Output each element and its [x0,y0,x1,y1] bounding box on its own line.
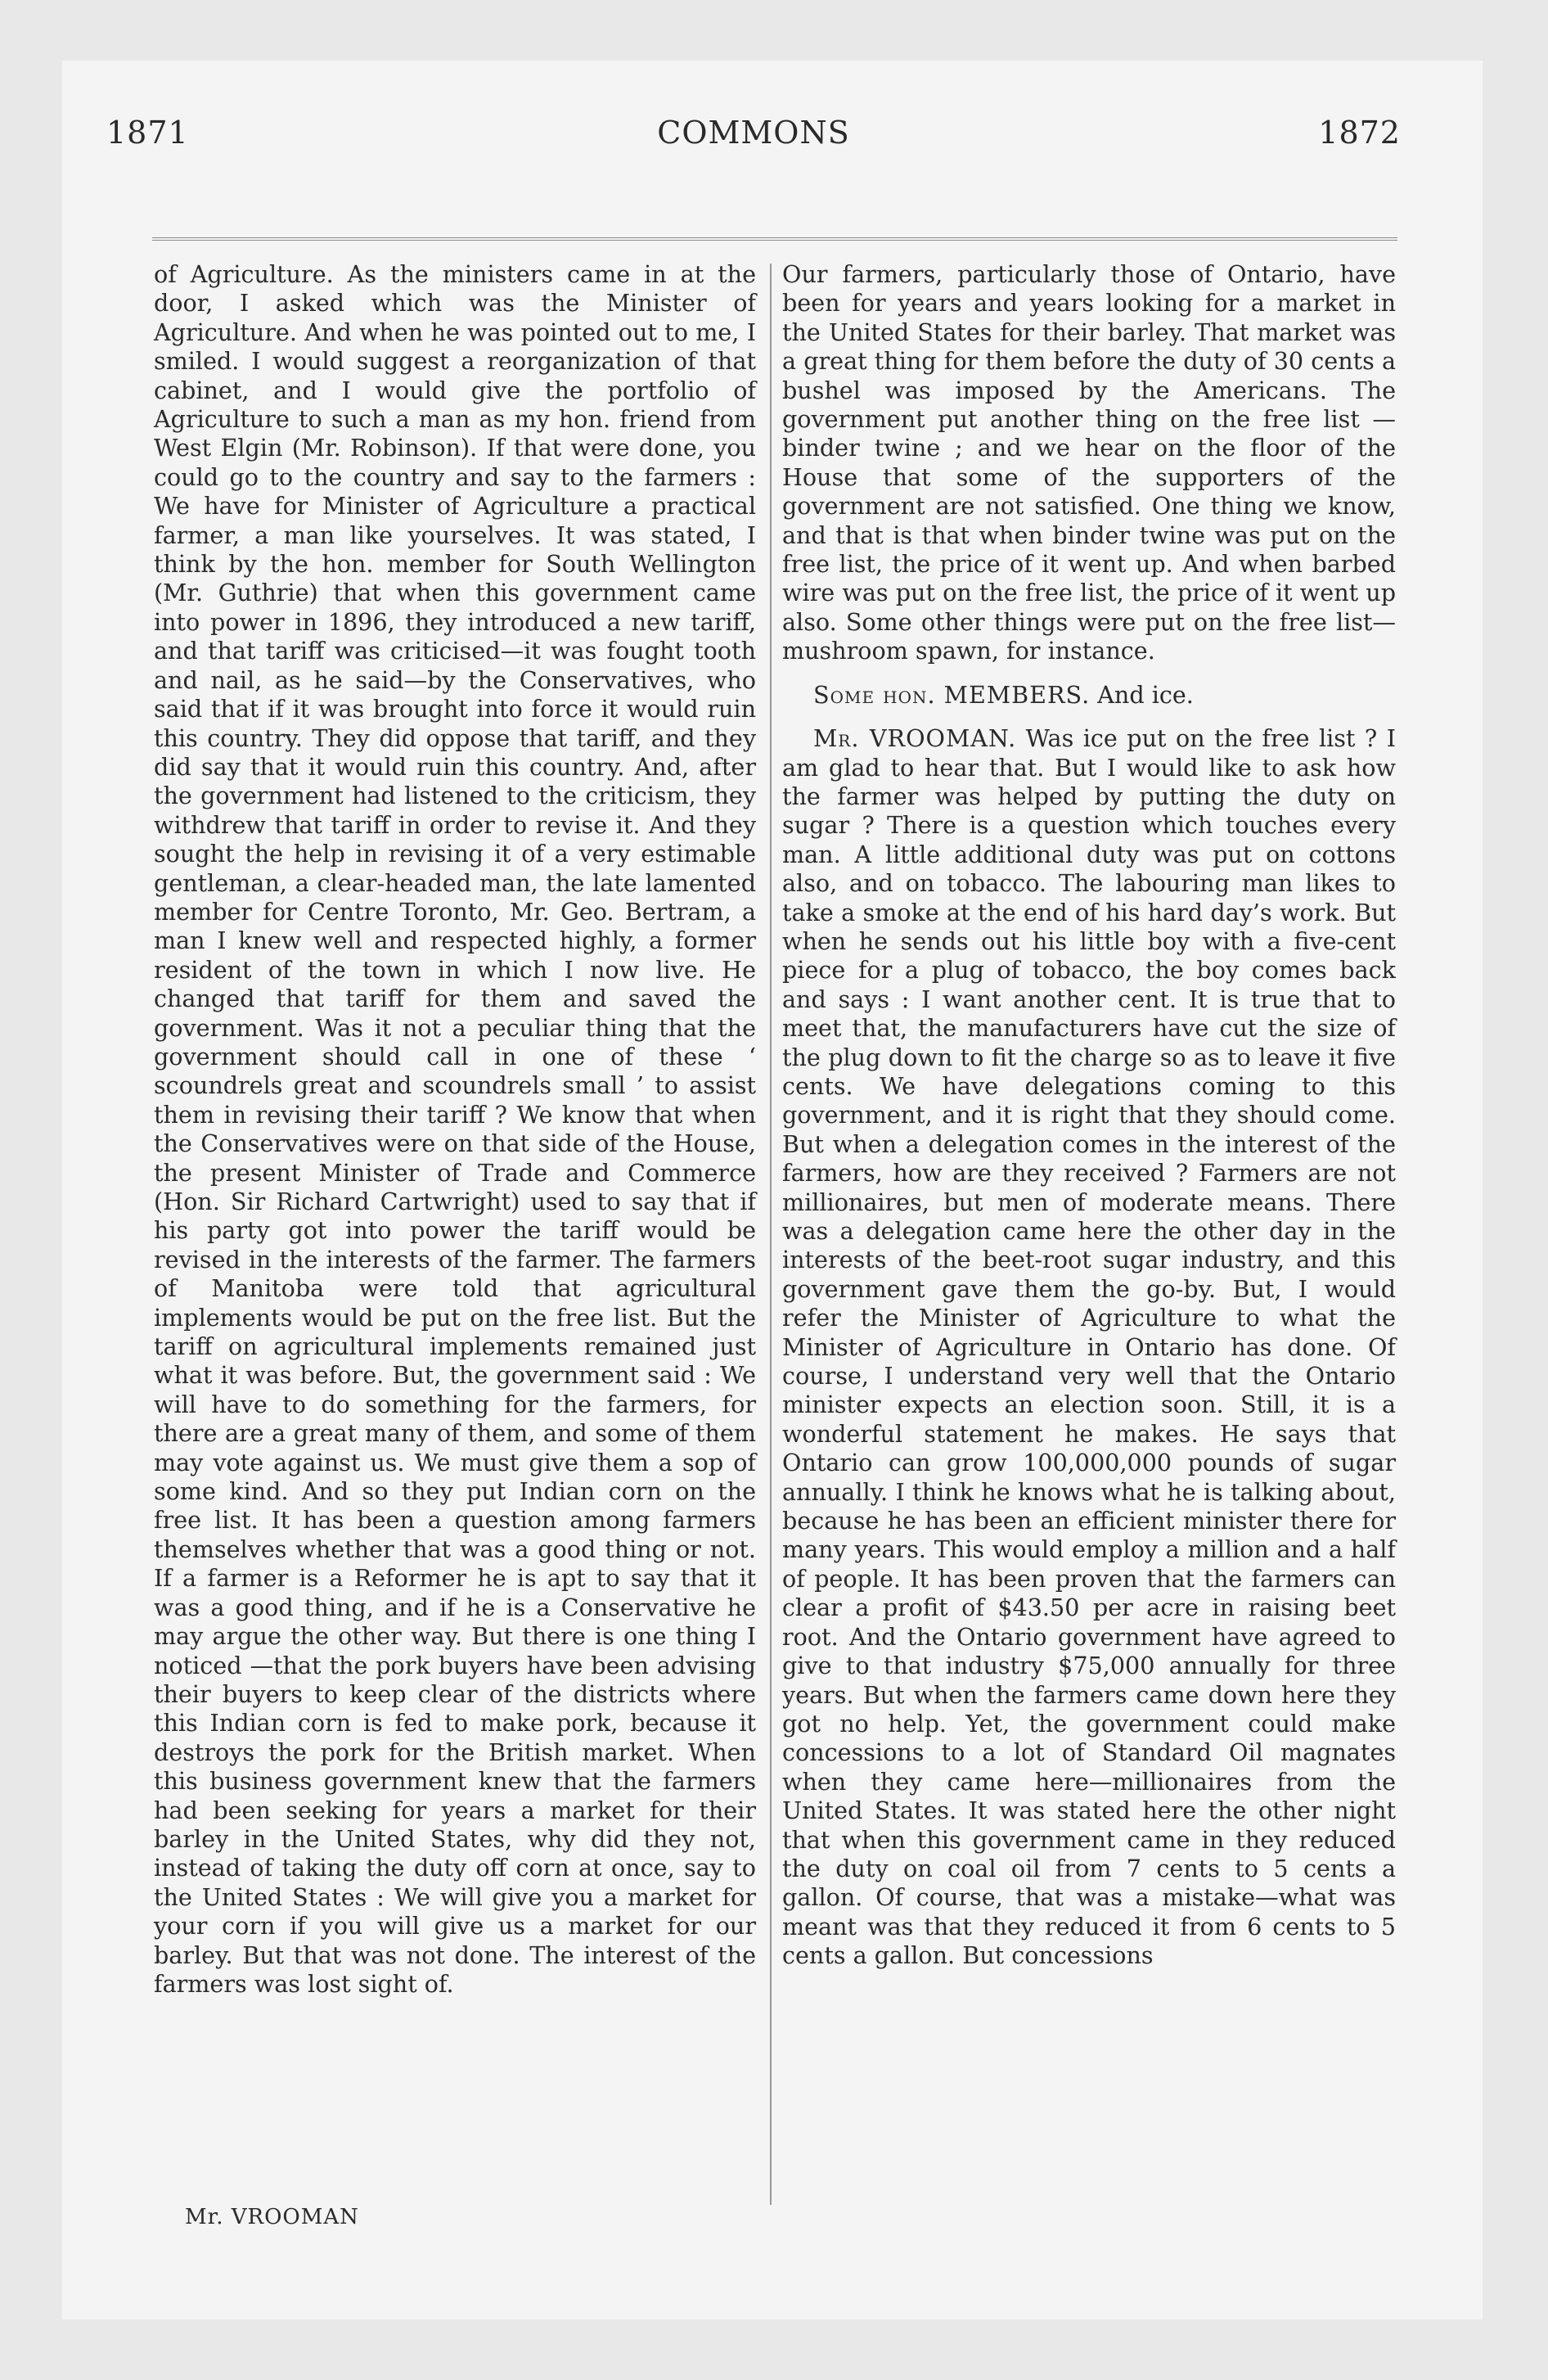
left-paragraph-1: of Agriculture. As the ministers came in at the door, I asked which was the Minister of Agriculture. And when he was pointed out to me, I smiled. I would suggest a reorganization of that cabinet, and I would give the portfolio of Agriculture to such a man as my hon. friend from West Elgin (Mr. Robinson). If that were done, you could go to the country and say to the farmers : We have for Minister of Agriculture a practical farmer, a man like yourselves. It was stated, I think by the hon. member for South Wellington (Mr. Guthrie) that when this government came into power in 1896, they introduced a new tariff, and that tariff was criticised—it was fought tooth and nail, as he said—by the Conservatives, who said that if it was brought into force it would ruin this country. They did oppose that tariff, and they did say that it would ruin this country. And, after the government had listened to the criticism, they withdrew that tariff in order to revise it. And they sought the help in revising it of a very estimable gentleman, a clear-headed man, the late lamented member for Centre Toronto, Mr. Geo. Bertram, a man I knew well and respected highly, a former resident of the town in which I now live. He changed that tariff for them and saved the government. Was it not a peculiar thing that the government should call in one of these ‘ scoundrels great and scoundrels small ’ to assist them in revising their tariff ? We know that when the Conservatives were on that side of the House, the present Minister of Trade and Commerce (Hon. Sir Richard Cartwright) used to say that if his party got into power the tariff would be revised in the interests of the farmer. The farmers of Manitoba were told that agricultural implements would be put on the free list. But the tariff on agricultural implements remained just what it was before. But, the government said : We will have to do something for the farmers, for there are a great many of them, and some of them may vote against us. We must give them a sop of some kind. And so they put Indian corn on the free list. It has been a question among farmers themselves whether that was a good thing or not. If a farmer is a Reformer he is apt to say that it was a good thing, and if he is a Conservative he may argue the other way. But there is one thing I noticed —that the pork buyers have been advising their buyers to keep clear of the districts where this Indian corn is fed to make pork, because it destroys the pork for the British market. When this business government knew that the farmers had been seeking for years a market for their barley in the United States, why did they not, instead of taking the duty off corn at once, say to the United States : We will give you a market for your corn if you will give us a market for our barley. But that was not done. The interest of the farmers was lost sight of. [154,260,756,1998]
page-title: COMMONS [657,115,850,151]
right-column [782,260,1396,1971]
left-page-number: 1871 [106,115,189,151]
speaker-label: Some hon. MEMBERS. [813,680,1091,709]
right-paragraph-1: Our farmers, particularly those of Ontario, have been for years and years looking for a market in the United States for their barley. That market was a great thing for them before the duty of 30 cents a bushel was imposed by the Americans. The government put another thing on the free list —binder twine ; and we hear on the floor of the House that some of the supporters of the government are not satisfied. One thing we know, and that is that when binder twine was put on the free list, the price of it went up. And when barbed wire was put on the free list, the price of it went up also. Some other things were put on the free list—mushroom spawn, for instance. [782,260,1396,665]
right-paragraph-2 [782,681,1396,710]
speaker-label: Mr. VROOMAN. [813,724,1017,753]
speech-text: Was ice put on the free list ? I am glad to hear that. But I would like to ask how the farmer was helped by putting the duty on sugar ? There is a question which touches every man. A little additional duty was put on cottons also, and on tobacco. The labouring man likes to take a smoke at the end of his hard day’s work. But when he sends out his little boy with a five-cent piece for a plug of tobacco, the boy comes back and says : I want another cent. It is true that to meet that, the manufacturers have cut the size of the plug down to fit the charge so as to leave it five cents. We have delegations coming to this government, and it is right that they should come. But when a delegation comes in the interest of the farmers, how are they received ? Farmers are not millionaires, but men of moderate means. There was a delegation came here the other day in the interests of the beet-root sugar industry, and this government gave them the go-by. But, I would refer the Minister of Agriculture to what the Minister of Agriculture in Ontario has done. Of course, I understand very well that the Ontario minister expects an election soon. Still, it is a wonderful statement he makes. He says that Ontario can grow 100,000,000 pounds of sugar annually. I think he knows what he is talking about, because he has been an efficient minister there for many years. This would employ a million and a half of people. It has been proven that the farmers can clear a profit of $43.50 per acre in raising beet root. And the Ontario government have agreed to give to that industry $75,000 annually for three years. But when the farmers came down here they got no help. Yet, the government could make concessions to a lot of Standard Oil magnates when they came here—millionaires from the United States. It was stated here the other night that when this government came in they reduced the duty on coal oil from 7 cents to 5 cents a gallon. Of course, that was a mistake—what was meant was that they reduced it from 6 cents to 5 cents a gallon. But concessions [782,724,1396,1970]
left-column [154,260,756,1999]
footer-speaker-name: Mr. VROOMAN [185,2205,359,2229]
page-header [106,115,1401,164]
column-divider [770,264,772,2205]
right-page-number: 1872 [1318,115,1401,151]
header-rule [152,237,1397,241]
speech-text: And ice. [1097,680,1194,709]
right-paragraph-3 [782,724,1396,1970]
